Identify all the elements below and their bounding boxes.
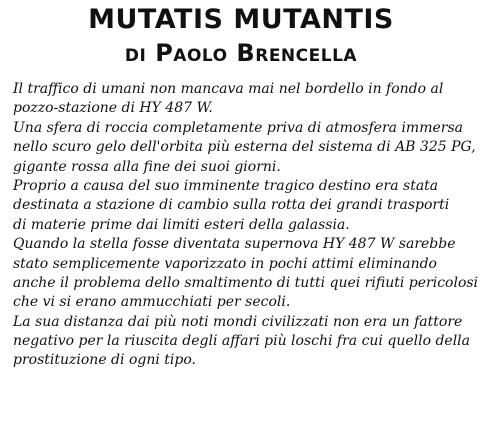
text-line: che vi si erano ammucchiati per secoli. [13,294,291,311]
text-line: nello scuro gelo dell'orbita più esterna del sistema di AB 325 PG, [13,139,476,156]
document-subtitle: di Paolo Brencella [124,39,358,67]
text-line: gigante rossa alla fine dei suoi giorni. [13,158,281,175]
text-line: pozzo-stazione di HY 487 W. [13,100,213,117]
story-text [13,80,479,371]
text-line: destinata a stazione di cambio sulla rotta dei grandi trasporti [13,197,450,214]
text-line: prostituzione di ogni tipo. [13,352,196,369]
text-line: Una sfera di roccia completamente priva di atmosfera immersa [13,119,463,136]
text-line: anche il problema dello smaltimento di tutti quei rifiuti pericolosi [13,274,479,291]
text-line: negativo per la riuscita degli affari più loschi fra cui quello della [13,333,471,350]
text-line: stato semplicemente vaporizzato in pochi attimi eliminando [13,255,437,272]
text-line: Il traffico di umani non mancava mai nel bordello in fondo al [13,81,444,97]
text-line: di materie prime dai limiti esteri della galassia. [13,216,350,233]
text-line: La sua distanza dai più noti mondi civilizzati non era un fattore [13,313,463,330]
text-line: Proprio a causa del suo imminente tragico destino era stata [13,177,439,194]
text-line: Quando la stella fosse diventata supernova HY 487 W sarebbe [13,236,456,253]
document-title: MUTATIS MUTANTIS [88,4,394,35]
